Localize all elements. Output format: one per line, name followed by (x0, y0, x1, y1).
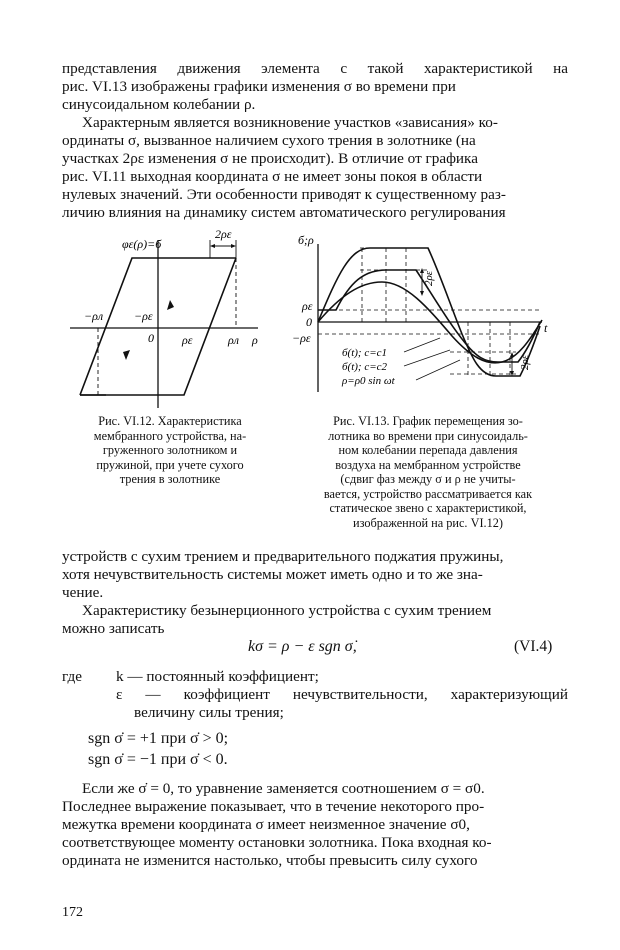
fig13-width-bottom: 2ρε (519, 354, 531, 370)
fig12-width-label: 2ρε (215, 227, 232, 241)
definition-line: ε — коэффициент нечувствительности, характеризующий (116, 686, 568, 703)
caption-line: трения в золотнике (119, 472, 221, 486)
definitions-list (116, 668, 568, 722)
fig12-rho-e: ρε (182, 333, 193, 347)
fig13-rho-e: ρε (302, 299, 313, 313)
caption-line: вается, устройство рассматривается как (323, 486, 533, 501)
text-line: соответствующее моменту остановки золотника. Пока входная ко- (62, 834, 492, 851)
fig12-neg-rho-l: −ρл (84, 309, 104, 323)
text-line: чение. (62, 584, 104, 601)
text-line: рис. VI.11 выходная координата σ не имеет зоны покоя в области (62, 168, 483, 185)
text-line: межутка времени координата σ имеет неизменное значение σ0, (62, 816, 470, 833)
top-paragraph (62, 60, 568, 114)
where-label (62, 668, 82, 686)
fig13-neg-rho-e: −ρε (292, 331, 311, 345)
paragraph-characteristic (62, 602, 568, 638)
fig12-neg-rho-e: −ρε (134, 309, 153, 323)
fig13-legend-3: ρ=ρ0 sin ωt (342, 375, 395, 387)
caption-line: лотника во времени при синусоидаль- (328, 428, 528, 443)
caption-line: воздуха на мембранном устройстве (335, 457, 521, 472)
caption-line: груженного золотником и (102, 443, 238, 457)
figure-vi-13-caption (290, 414, 566, 530)
text-line: рис. VI.13 изображены графики изменения σ во времени при (62, 78, 456, 95)
figure-vi-12-hysteresis (70, 227, 280, 410)
fig13-legend-1: б(t); c=c1 (342, 347, 388, 359)
fig13-y-label: б;ρ (298, 233, 314, 247)
definition-line: k — постоянный коэффициент; (116, 668, 319, 685)
fig12-y-label: φε(ρ)=б (122, 237, 162, 251)
page-number: 172 (62, 905, 83, 920)
caption-line: мембранного устройства, на- (93, 428, 247, 443)
sgn-definitions (88, 728, 228, 770)
figure-vi-13-time-graph (290, 234, 558, 414)
arrow-down-icon (123, 350, 130, 360)
caption-line: (сдвиг фаз между σ и ρ не учиты- (340, 472, 516, 486)
fig13-zero: 0 (306, 315, 312, 329)
sgn-line: sgn σ̇ = +1 при σ̇ > 0; (88, 730, 229, 747)
text-line: нулевых значений. Эти особенности приводят к существенному раз- (62, 186, 506, 203)
text-line: участках 2ρε изменения σ не происходит). В отличие от графика (62, 150, 478, 167)
text-line: Характерным является возникновение участков «зависания» ко- (82, 114, 498, 131)
formula-number: (VI.4) (514, 638, 553, 655)
arrow-up-icon (167, 300, 174, 310)
text-line: хотя нечувствительность системы может иметь одно и то же зна- (62, 566, 483, 583)
caption-line: Рис. VI.13. График перемещения зо- (333, 414, 523, 428)
definition-line: величину силы трения; (134, 704, 284, 721)
text-line: ордината не изменится настолько, чтобы превысить силу сухого (62, 852, 478, 869)
fig12-zero: 0 (148, 331, 154, 345)
fig13-width-top: 2ρε (423, 270, 435, 286)
fig12-rho: ρ (252, 333, 258, 347)
text-line: ординаты σ, вызванное наличием сухого трения в золотнике (на (62, 132, 476, 149)
sgn-line: sgn σ̇ = −1 при σ̇ < 0. (88, 751, 228, 768)
figure-vi-12-caption (70, 414, 270, 487)
caption-line: пружиной, при учете сухого (96, 457, 244, 472)
text-line: устройств с сухим трением и предварительного поджатия пружины, (62, 548, 504, 565)
text-line: представления движения элемента с такой характеристикой на (62, 60, 568, 77)
text-line: личию влияния на динамику систем автоматического регулирования (62, 204, 506, 221)
caption-line: Рис. VI.12. Характеристика (98, 414, 242, 428)
paragraph-sigma-zero (62, 780, 568, 870)
caption-line: статическое звено с характеристикой, (329, 501, 527, 515)
where-text: где (62, 668, 82, 685)
formula-vi-4: kσ = ρ − ε sgn σ̇, (248, 638, 357, 655)
text-line: можно записать (62, 620, 165, 637)
fig13-t: t (544, 321, 548, 335)
fig13-legend-2: б(t); c=c2 (342, 361, 388, 373)
text-line: Характеристику безынерционного устройства с сухим трением (82, 602, 492, 619)
text-line: синусоидальном колебании ρ. (62, 96, 256, 113)
paragraph-devices (62, 548, 568, 602)
fig12-rho-l: ρл (228, 333, 239, 347)
text-line: Последнее выражение показывает, что в течение некоторого про- (62, 798, 485, 815)
caption-line: ном колебании перепада давления (338, 443, 518, 457)
paragraph-dry-friction (62, 114, 568, 222)
text-line: Если же σ̇ = 0, то уравнение заменяется соотношением σ = σ0. (82, 780, 485, 797)
caption-line: изображенной на рис. VI.12) (352, 515, 504, 530)
